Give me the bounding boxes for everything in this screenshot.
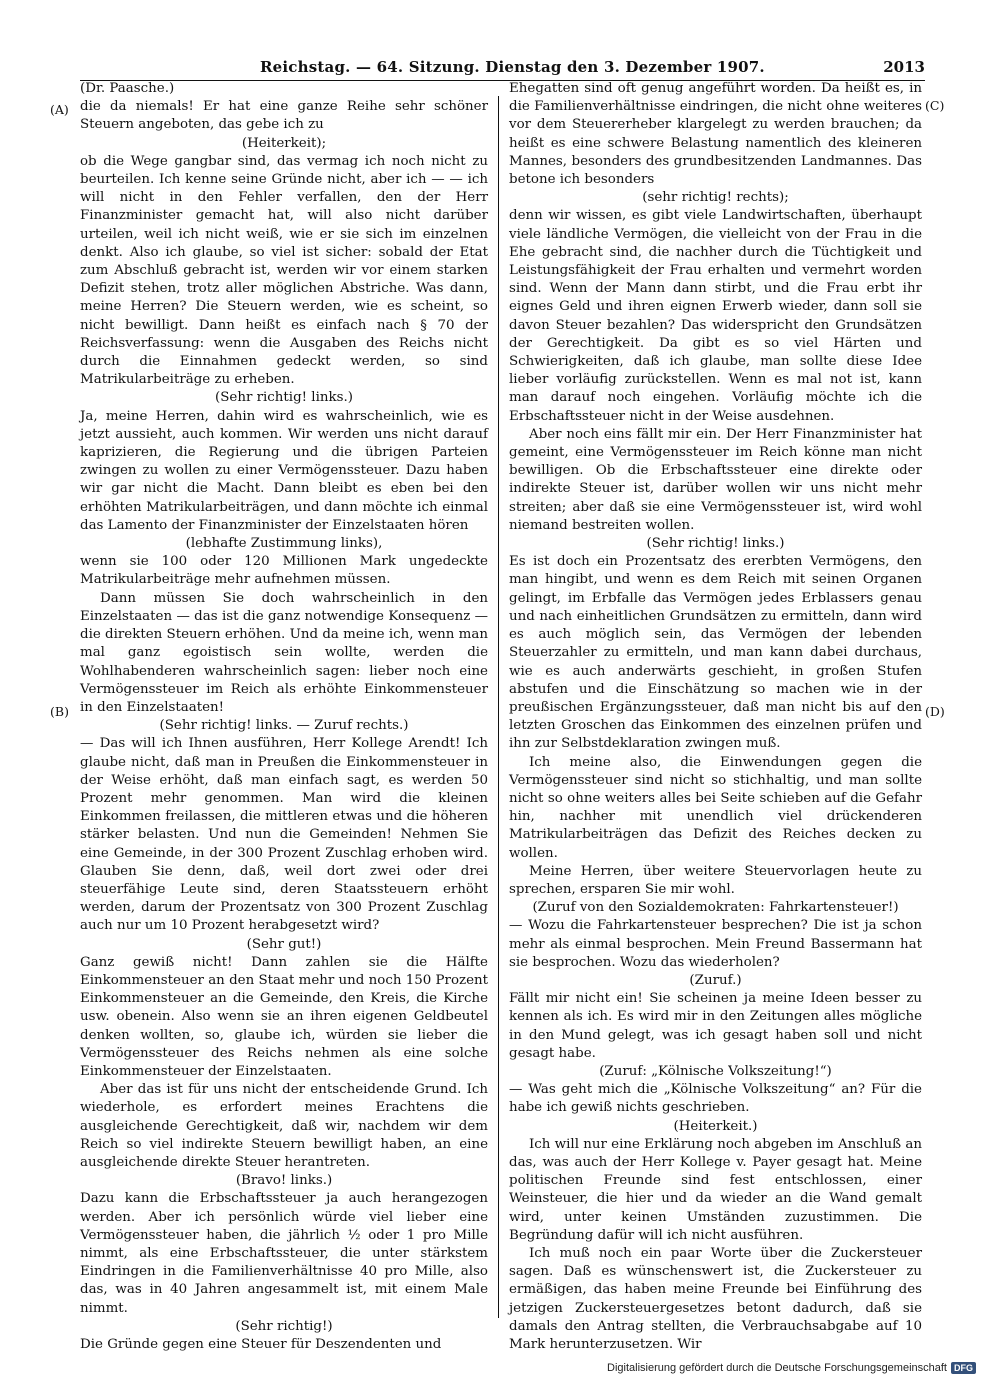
- paragraph: Meine Herren, über weitere Steuervorlagen heute zu sprechen, ersparen Sie mir wohl.: [509, 863, 922, 897]
- paragraph: Dann müssen Sie doch wahrscheinlich in den Einzelstaaten — das ist die ganz notwendige Konsequenz — die direkten Steuern erhöhen. Und da meine ich, wenn man mal ganz egoistisch sein wollte, werden die Wohlhabenderen wahrscheinlich sagen: lieber noch eine Vermögenssteuer im Reich als erhöhte Einkommensteuer in den Einzelstaaten!: [80, 590, 488, 715]
- paragraph: Ganz gewiß nicht! Dann zahlen sie die Hälfte Einkommensteuer an den Staat mehr und noch 150 Prozent Einkommensteuer an die Gemeinde, den Kreis, die Kirche usw. obenein. Also wenn sie an ihren eigenen Geldbeutel denken wollten, so, glaube ich, würden sie lieber die Vermögenssteuer des Reichs nehmen als eine solche Einkommensteuer der Einzelstaaten.: [80, 954, 488, 1079]
- paragraph: Ehegatten sind oft genug angeführt worden. Da heißt es, in die Familienverhältnisse eindringen, die nicht ohne weiteres vor dem Steuererheber klargelegt zu werden brauchen; da heißt es eine schwere Belastung namentlich des kleineren Mannes, besonders des grundbesitzenden Landmannes. Das betone ich besonders: [509, 81, 922, 188]
- footer-credit: [607, 1362, 976, 1374]
- margin-marker-b: (B): [50, 704, 69, 719]
- dfg-logo-icon: DFG: [951, 1362, 976, 1374]
- interjection: (lebhafte Zustimmung links),: [185, 536, 383, 552]
- interjection: (Sehr richtig! links.): [215, 390, 353, 406]
- interjection: (sehr richtig! rechts);: [642, 190, 789, 206]
- interjection: (Heiterkeit.): [673, 1118, 758, 1134]
- paragraph: Aber das ist für uns nicht der entscheidende Grund. Ich wiederhole, es erfordert meines Erachtens die ausgleichende Gerechtigkeit, daß wir, nachdem wir dem Reich so viel indirekte Steuern bewilligt haben, an eine ausgleichende direkte Steuer herantreten.: [80, 1082, 488, 1170]
- paragraph: Die Gründe gegen eine Steuer für Deszendenten und: [80, 1337, 442, 1353]
- interjection: (Sehr gut!): [246, 936, 322, 952]
- interjection: (Zuruf.): [689, 972, 742, 988]
- paragraph: wenn sie 100 oder 120 Millionen Mark ungedeckte Matrikularbeiträge mehr aufnehmen müssen.: [80, 554, 488, 588]
- paragraph: Es ist doch ein Prozentsatz des ererbten Vermögens, den man hingibt, und wenn es dem Reich mit seinen Organen gelingt, im Erbfalle das Vermögen jedes Erblassers genau und nach einheitlichen Grundsätzen zu ermitteln, dann wird es auch möglich sein, das Vermögen der lebenden Steuerzahler zu ermitteln, und man kann dabei durchaus, wie es auch anderwärts geschieht, in großen Stufen abstufen und die Einschätzung so machen wie in der preußischen Ergänzungssteuer, daß man nicht bis auf den letzten Groschen das Einkommen des einzelnen prüfen und ihn zur Selbstdeklaration zwingen muß.: [509, 554, 922, 752]
- interjection: (Zuruf: „Kölnische Volkszeitung!“): [599, 1063, 832, 1079]
- paragraph: ob die Wege gangbar sind, das vermag ich noch nicht zu beurteilen. Ich kenne seine Gründe nicht, aber ich — — ich will nicht in den Fehler verfallen, den der Herr Finanzminister gemacht hat, will also nicht darüber urteilen, weil ich nicht weiß, wie er sie sich im einzelnen denkt. Also ich glaube, so viel ist sicher: sobald der Etat zum Abschluß gebracht ist, werden wir vor einem starken Defizit stehen, trotz aller möglichen Abstriche. Was dann, meine Herren? Die Steuern werden, wie es scheint, so nicht bewilligt. Dann heißt es einfach nach § 70 der Reichsverfassung: wenn die Ausgaben des Reichs nicht durch die Einnahmen gedeckt werden, so sind Matrikularbeiträge zu erheben.: [80, 153, 488, 388]
- left-column: [80, 80, 488, 1354]
- paragraph: die da niemals! Er hat eine ganze Reihe sehr schöner Steuern angeboten, das gebe ich zu: [80, 99, 488, 133]
- column-divider: [498, 96, 499, 1318]
- margin-marker-c: (C): [925, 98, 945, 113]
- interjection: (Heiterkeit);: [241, 135, 327, 151]
- speaker-label: (Dr. Paasche.): [80, 81, 175, 96]
- paragraph: — Was geht mich die „Kölnische Volkszeitung“ an? Für die habe ich gewiß nichts geschrieben.: [509, 1082, 922, 1116]
- paragraph: Ja, meine Herren, dahin wird es wahrscheinlich, wie es jetzt aussieht, auch kommen. Wir werden uns nicht darauf kaprizieren, die Regierung und die übrigen Parteien zwingen zu wollen zu einer Vermögenssteuer. Dazu haben wir gar nicht die Macht. Dann bleibt es eben bei den erhöhten Matrikularbeiträgen, und dann möchte ich einmal das Lamento der Finanzminister der Einzelstaaten hören: [80, 408, 488, 533]
- margin-marker-a: (A): [50, 102, 69, 117]
- running-header: [80, 58, 925, 81]
- interjection: (Sehr richtig! links.): [646, 536, 785, 552]
- paragraph: Fällt mir nicht ein! Sie scheinen ja meine Ideen besser zu kennen als ich. Es wird mir in den Zeitungen alles mögliche in den Mund gelegt, was ich gesagt haben soll und nicht gesagt habe.: [509, 991, 922, 1061]
- interjection: (Sehr richtig!): [235, 1318, 333, 1334]
- interjection: (Bravo! links.): [235, 1173, 333, 1189]
- right-column: [509, 80, 922, 1354]
- margin-marker-d: (D): [925, 704, 945, 719]
- paragraph: Dazu kann die Erbschaftssteuer ja auch herangezogen werden. Aber ich persönlich würde viel lieber eine Vermögenssteuer haben, die jährlich ½ oder 1 pro Mille nimmt, als eine Erbschaftssteuer, die unter stärkstem Eindringen in die Familienverhältnisse 40 pro Mille, also das, was in 40 Jahren angesammelt ist, mit einem Male nimmt.: [80, 1191, 488, 1316]
- paragraph: denn wir wissen, es gibt viele Landwirtschaften, überhaupt viele ländliche Vermögen, die vielleicht von der Frau in die Ehe gebracht sind, die nachher durch die Tüchtigkeit und Leistungsfähigkeit der Frau erhalten und vermehrt worden sind. Wenn der Mann dann stirbt, und die Frau erbt ihr eignes Geld und ihren eignen Erwerb wieder, dann soll sie davon Steuer bezahlen? Das widerspricht den Grundsätzen der Gerechtigkeit. Da gibt es so viel Härten und Schwierigkeiten, daß ich glaube, man sollte diese Idee lieber vorläufig zurückstellen. Wenn es mal not ist, kann man darauf noch eingehen. Vorläufig möchte ich die Erbschaftssteuer nicht in der Weise ausdehnen.: [509, 208, 922, 424]
- paragraph: — Wozu die Fahrkartensteuer besprechen? Die ist ja schon mehr als einmal besprochen. Mein Freund Bassermann hat sie besprochen. Wozu das wiederholen?: [509, 918, 922, 970]
- paragraph: Aber noch eins fällt mir ein. Der Herr Finanzminister hat gemeint, eine Vermögenssteuer im Reich könne man nicht bewilligen. Ob die Erbschaftssteuer eine direkte oder indirekte Steuer ist, darüber wollen wir uns nicht mehr streiten; aber daß sie eine Vermögenssteuer ist, wird wohl niemand bestreiten wollen.: [509, 426, 922, 533]
- footer-text: Digitalisierung gefördert durch die Deutsche Forschungsgemeinschaft: [607, 1362, 947, 1374]
- header-title: Reichstag. — 64. Sitzung. Dienstag den 3. Dezember 1907.: [260, 58, 765, 76]
- paragraph: Ich meine also, die Einwendungen gegen die Vermögenssteuer sind nicht so stichhaltig, und man sollte nicht so ohne weiters alles bei Seite schieben auf die Gefahr hin, nachher mit unendlich viel drückenderen Matrikularbeiträgen das Defizit des Reiches decken zu wollen.: [509, 754, 922, 861]
- paragraph: Ich muß noch ein paar Worte über die Zuckersteuer sagen. Daß es wünschenswert ist, die Zuckersteuer zu ermäßigen, das haben meine Freunde bei Einführung des jetzigen Zuckersteuergesetzes betont dadurch, daß sie damals den Antrag stellten, die Verbrauchsabgabe auf 10 Mark herunterzusetzen. Wir: [509, 1246, 922, 1353]
- interjection: (Sehr richtig! links. — Zuruf rechts.): [159, 718, 409, 734]
- paragraph: Ich will nur eine Erklärung noch abgeben im Anschluß an das, was auch der Herr Kollege v. Payer gesagt hat. Meine politischen Freunde sind fest entschlossen, einer Weinsteuer, die hier und da wieder an die Wand gemalt wird, unter keinen Umständen zuzustimmen. Die Begründung dafür will ich nicht ausführen.: [509, 1136, 922, 1243]
- page-number: 2013: [883, 58, 925, 76]
- paragraph: — Das will ich Ihnen ausführen, Herr Kollege Arendt! Ich glaube nicht, daß man in Preußen die Einkommensteuer in der Weise erhöht, daß man einfach sagt, es werden 50 Prozent mehr genommen. Man wird die kleinen Einkommen freilassen, die mittleren etwas und die höheren stärker belasten. Und nun die Gemeinden! Nehmen Sie eine Gemeinde, in der 300 Prozent Zuschlag erhoben wird. Glauben Sie denn, daß, weil dort zwei oder drei steuerfähige Leute sind, deren Staatssteuern erhöht werden, darum der Prozentsatz von 300 Prozent Zuschlag auch nur um 10 Prozent herabgesetzt wird?: [80, 736, 488, 934]
- interjection: (Zuruf von den Sozialdemokraten: Fahrkartensteuer!): [532, 900, 899, 916]
